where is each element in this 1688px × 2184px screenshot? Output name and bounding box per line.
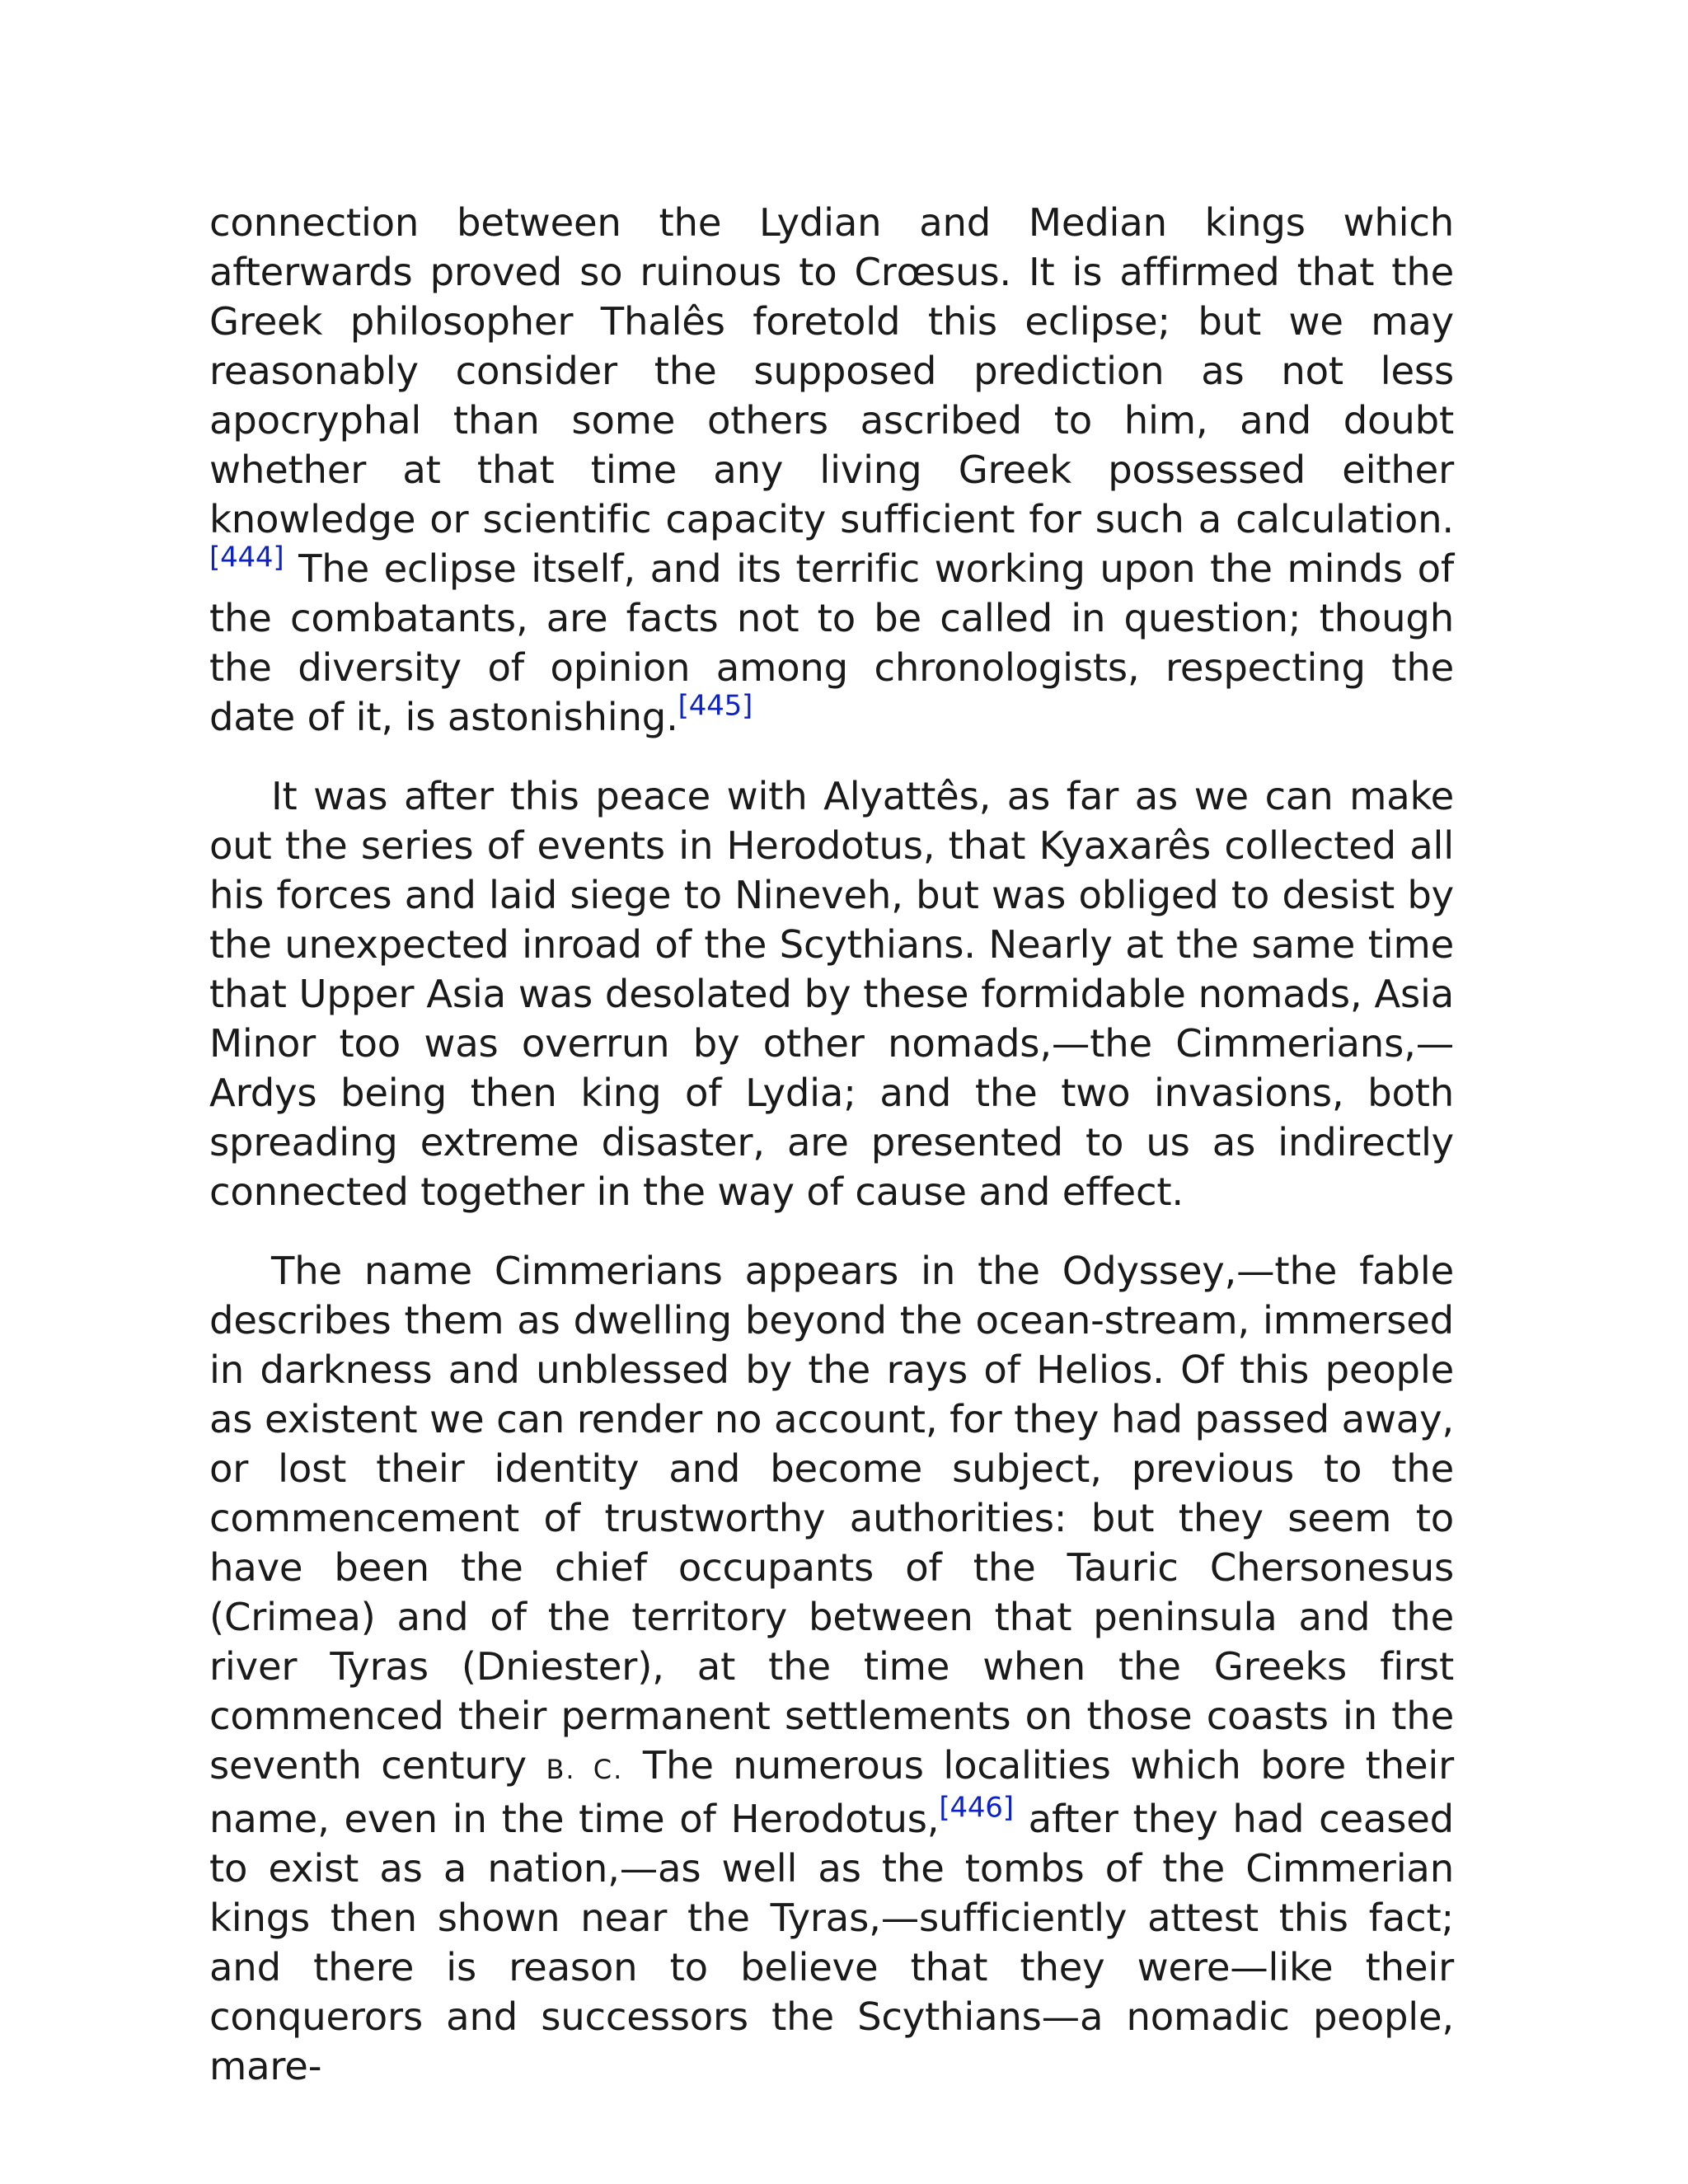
era-abbreviation: B. C. xyxy=(546,1754,624,1785)
body-paragraph xyxy=(209,198,1454,742)
paragraph-text: connection between the Lydian and Median kings which afterwards proved so ruinous to Crœsus. It is affirmed that the Greek philosopher Thalês foretold this eclipse; but we may reasonably consider the supposed prediction as not less apocryphal than some others ascribed to him, and doubt whether at that time any living Greek possessed either knowledge or scientific capacity sufficient for such a calculation. xyxy=(209,200,1454,541)
document-page xyxy=(209,198,1454,2121)
footnote-link[interactable]: [446] xyxy=(939,1791,1014,1825)
paragraph-text: The numerous localities which bore their name, even in the time of Herodotus, xyxy=(209,1743,1455,1841)
body-paragraph xyxy=(209,771,1454,1216)
footnote-link[interactable]: [444] xyxy=(209,541,284,574)
footnote-link[interactable]: [445] xyxy=(678,689,753,723)
paragraph-text: The eclipse itself, and its terrific working upon the minds of the combatants, are facts not to be called in question; though the diversity of opinion among chronologists, respecting the date of it, is astonishing. xyxy=(209,546,1454,739)
paragraph-text: after they had ceased to exist as a nation,—as well as the tombs of the Cimmerian kings then shown near the Tyras,—sufficiently attest this fact; and there is reason to believe that they were—like their conquerors and successors the Scythians—a nomadic people, mare- xyxy=(209,1797,1454,2088)
paragraph-text: It was after this peace with Alyattês, as far as we can make out the series of events in Herodotus, that Kyaxarês collected all his forces and laid siege to Nineveh, but was obliged to desist by the unexpected inroad of the Scythians. Nearly at the same time that Upper Asia was desolated by these formidable nomads, Asia Minor too was overrun by other nomads,—the Cimmerians,—Ardys being then king of Lydia; and the two invasions, both spreading extreme disaster, are presented to us as indirectly connected together in the way of cause and effect. xyxy=(209,774,1454,1214)
paragraph-text: The name Cimmerians appears in the Odyssey,—the fable describes them as dwelling beyond the ocean-stream, immersed in darkness and unblessed by the rays of Helios. Of this people as existent we can render no account, for they had passed away, or lost their identity and become subject, previous to the commencement of trustworthy authorities: but they seem to have been the chief occupants of the Tauric Chersonesus (Crimea) and of the territory between that peninsula and the river Tyras (Dniester), at the time when the Greeks first commenced their permanent settlements on those coasts in the seventh century xyxy=(209,1249,1454,1788)
body-paragraph xyxy=(209,1246,1454,2091)
